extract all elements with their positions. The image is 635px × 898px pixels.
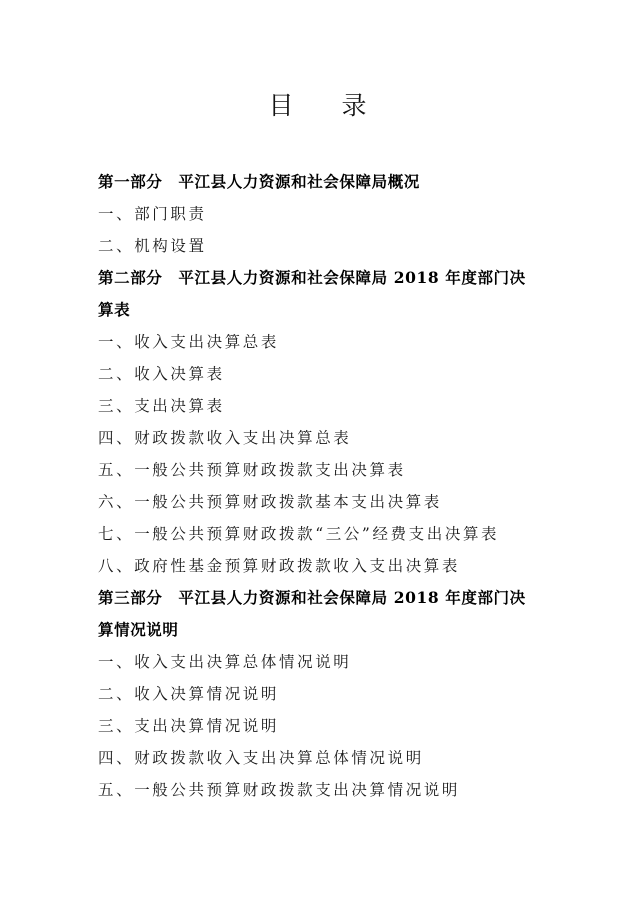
toc-entry: 四、财政拨款收入支出决算总体情况说明 [98, 749, 424, 767]
toc-part-text: 平江县人力资源和社会保障局 2018 年度部门决 [178, 268, 526, 287]
toc-entry: 一、收入支出决算总体情况说明 [98, 653, 352, 671]
toc-part-prefix: 第三部分 [98, 588, 163, 607]
toc-entry: 六、一般公共预算财政拨款基本支出决算表 [98, 493, 442, 511]
toc-entry: 三、支出决算情况说明 [98, 717, 280, 735]
toc-entry: 一、部门职责 [98, 205, 207, 223]
toc-part-heading [98, 262, 553, 294]
toc-entry: 三、支出决算表 [98, 397, 225, 415]
toc-entry: 一、收入支出决算总表 [98, 333, 280, 351]
toc-part-heading-continued: 算情况说明 [98, 620, 179, 639]
toc-entry: 二、收入决算情况说明 [98, 685, 280, 703]
toc-entry: 八、政府性基金预算财政拨款收入支出决算表 [98, 557, 461, 575]
page-title: 目 录 [268, 91, 387, 120]
toc-entry: 二、机构设置 [98, 237, 207, 255]
toc-part-prefix: 第一部分 [98, 172, 163, 191]
toc-part-text: 平江县人力资源和社会保障局 2018 年度部门决 [178, 588, 526, 607]
toc-entry: 五、一般公共预算财政拨款支出决算表 [98, 461, 406, 479]
toc-entry: 四、财政拨款收入支出决算总表 [98, 429, 352, 447]
toc-part-heading [98, 582, 553, 614]
table-of-contents [98, 166, 553, 806]
toc-part-heading-continued: 算表 [98, 300, 131, 319]
toc-part-heading [98, 166, 553, 198]
toc-entry: 七、一般公共预算财政拨款“三公”经费支出决算表 [98, 525, 500, 543]
toc-part-prefix: 第二部分 [98, 268, 163, 287]
toc-entry: 五、一般公共预算财政拨款支出决算情况说明 [98, 781, 461, 799]
toc-entry: 二、收入决算表 [98, 365, 225, 383]
toc-part-text: 平江县人力资源和社会保障局概况 [178, 172, 420, 191]
